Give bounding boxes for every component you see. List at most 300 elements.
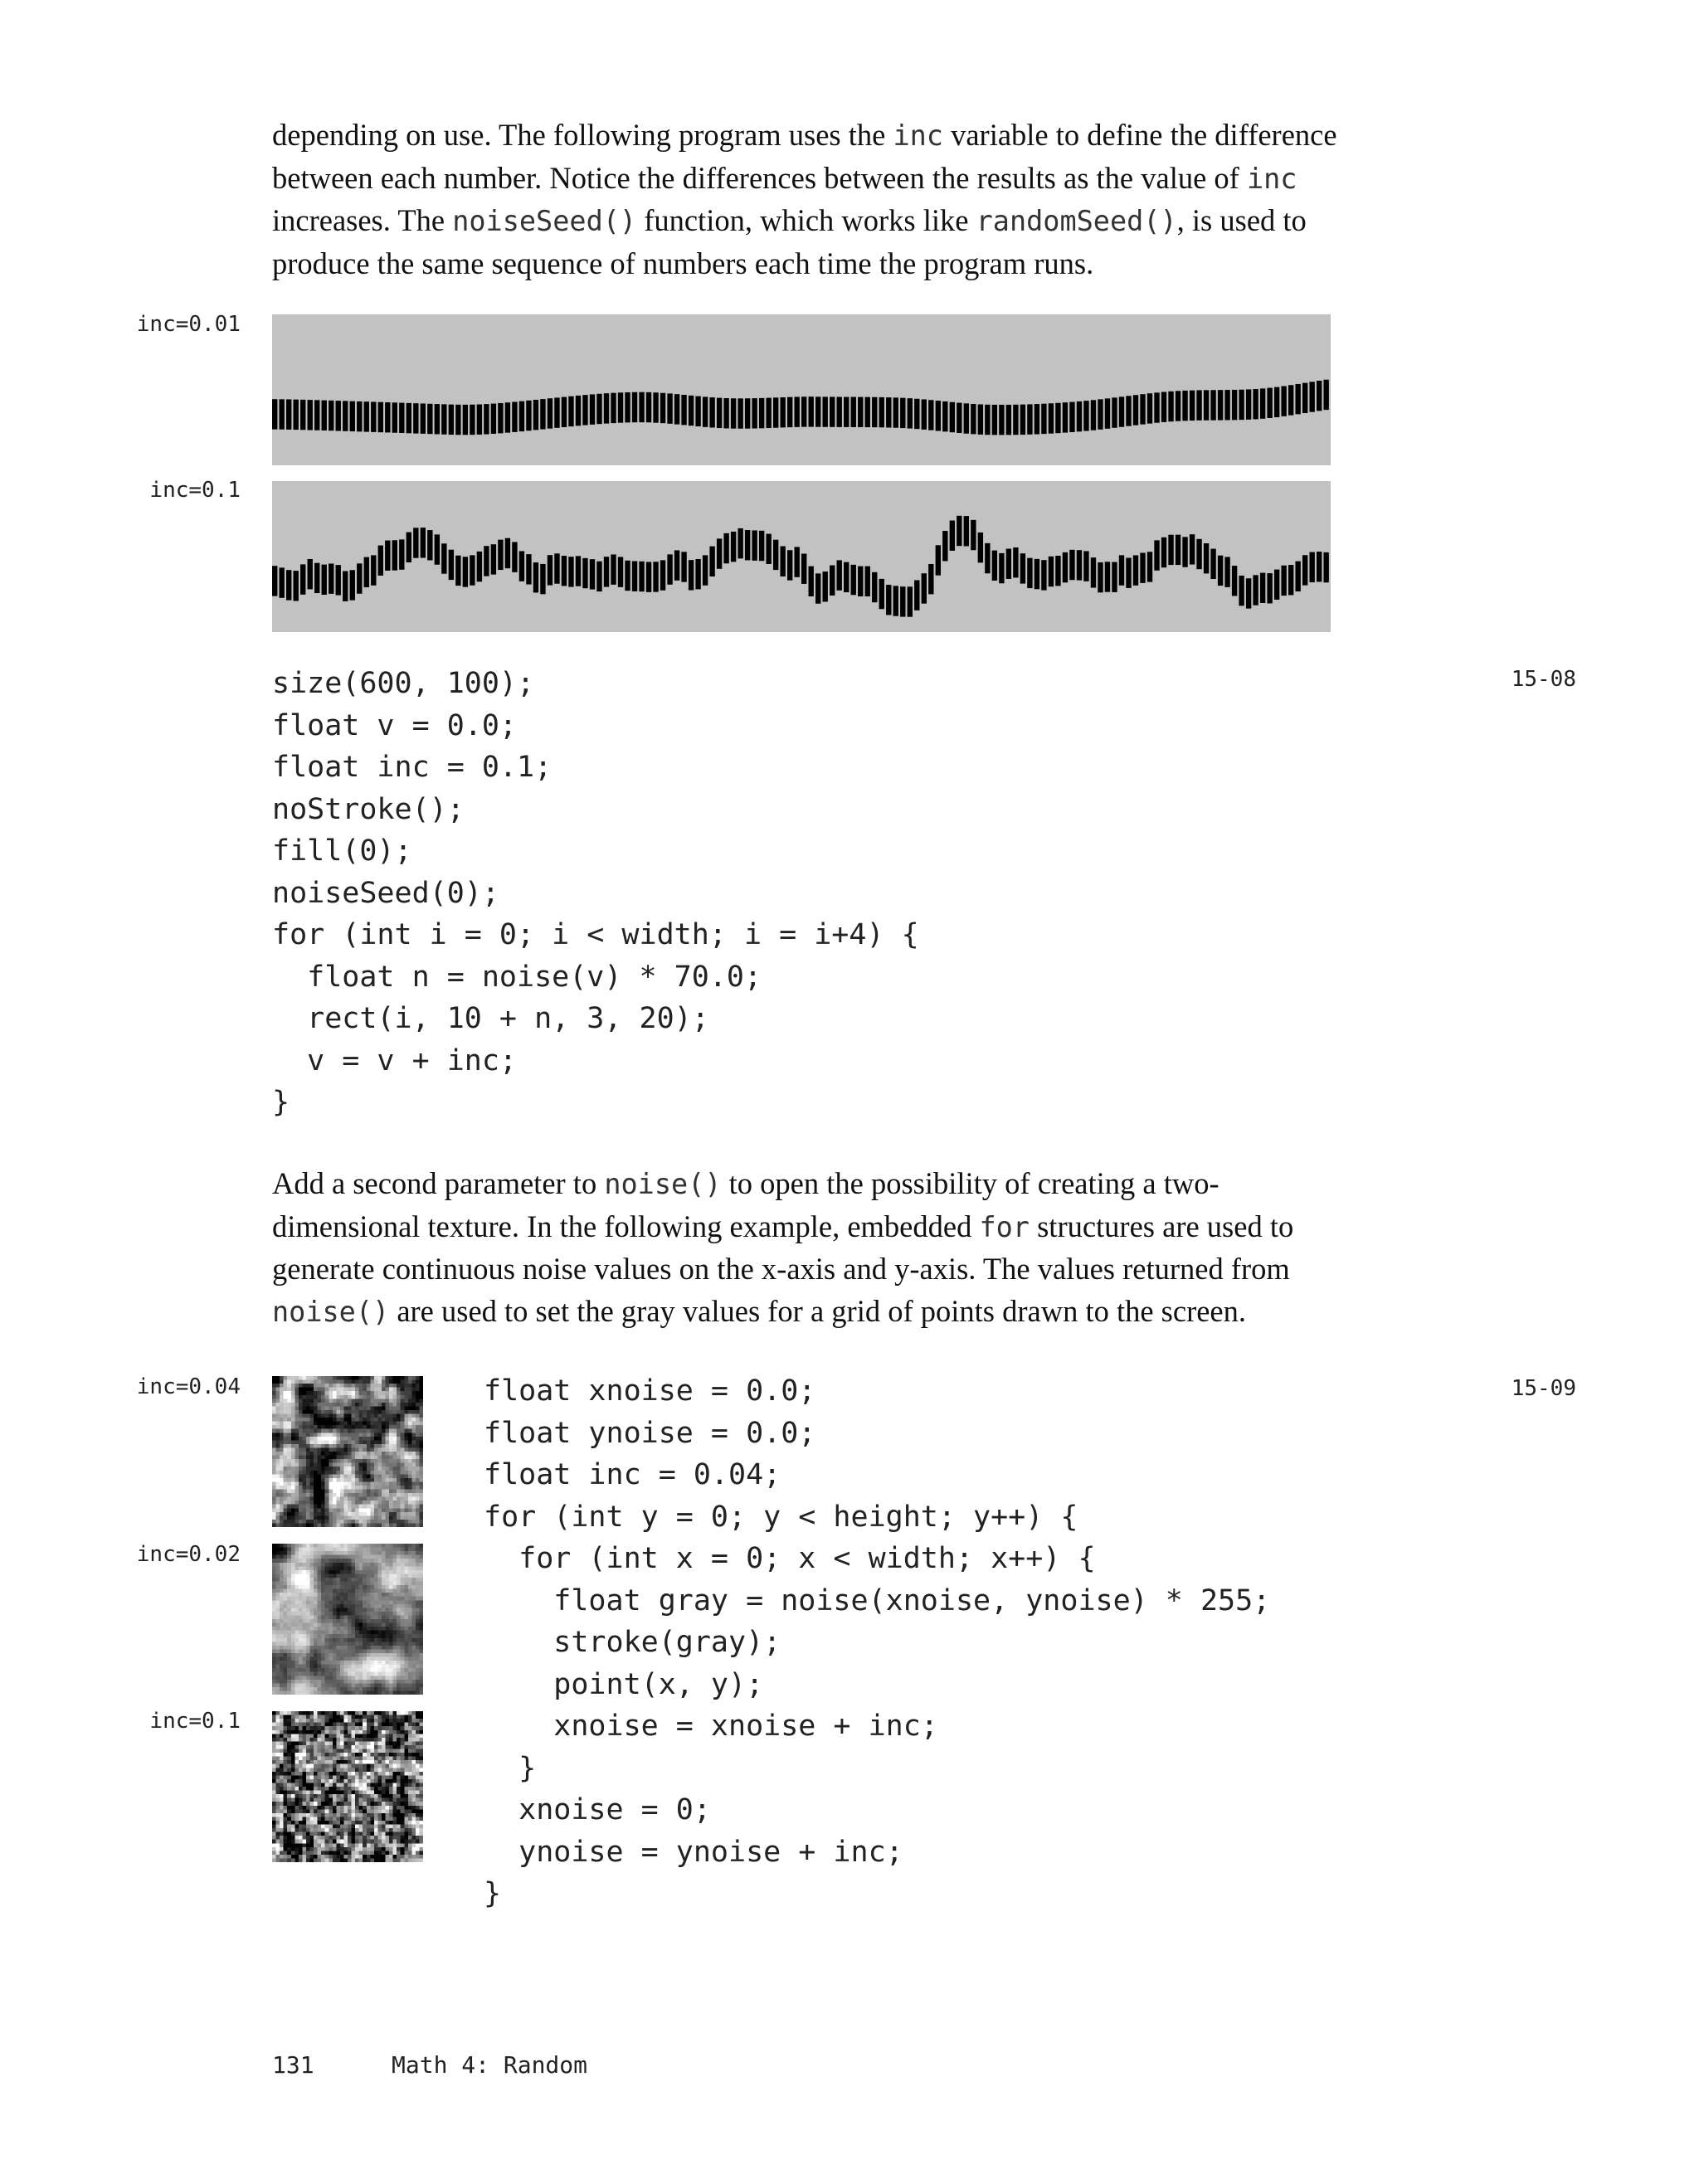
noise-bar (759, 531, 764, 561)
text-run: dimensional texture. In the following example, embedded (272, 1209, 980, 1243)
noise-bar (851, 397, 856, 427)
noise-bar (660, 393, 665, 423)
noise-bar (322, 565, 327, 595)
code-line: xnoise = xnoise + inc; (484, 1710, 938, 1743)
code-line: for (int y = 0; y < height; y++) { (484, 1500, 1078, 1534)
noise-bar (618, 557, 623, 586)
code-line: point(x, y); (484, 1667, 764, 1701)
noise-bar (908, 398, 913, 428)
noise-bar (441, 404, 446, 434)
noise-bar (357, 401, 362, 431)
noise-bar (505, 402, 510, 432)
noise-bar (780, 547, 785, 576)
noise-bar (738, 528, 742, 558)
noise-bar (540, 399, 545, 429)
noise-bar (1295, 562, 1300, 591)
noise-bar (787, 397, 792, 427)
noise-bar (1323, 552, 1328, 582)
noise-bar (435, 404, 440, 434)
noise-bar (477, 552, 482, 581)
code-line: for (int x = 0; x < width; x++) { (484, 1542, 1096, 1575)
noise-bar (858, 397, 863, 427)
noise-bar (830, 566, 835, 596)
noise-bar (858, 567, 863, 596)
text-run: structures are used to (1029, 1209, 1294, 1243)
inline-code: noise() (272, 1295, 390, 1328)
noise-bar (823, 396, 828, 426)
noise-bar (681, 552, 686, 581)
noise-texture-inc-004-image (272, 1376, 423, 1527)
text-run: increases. The (272, 203, 453, 237)
inline-code: noiseSeed() (452, 205, 637, 237)
noise-bar (745, 530, 750, 560)
noise-bar (286, 570, 291, 600)
noise-bar (1006, 549, 1011, 579)
noise-bar (604, 393, 609, 423)
code-line: float ynoise = 0.0; (484, 1416, 816, 1450)
noise-bar (498, 403, 503, 433)
noise-bar (618, 392, 623, 422)
noise-bar (596, 394, 601, 424)
noise-bar (435, 534, 440, 564)
noise-bar (1069, 550, 1074, 580)
noise-bar (294, 400, 299, 430)
text-run: produce the same sequence of numbers each time the program runs. (272, 246, 1094, 280)
noise-bar (950, 521, 955, 551)
text-line (272, 243, 1483, 285)
noise-bar (533, 400, 538, 430)
noise-bar (837, 396, 842, 426)
noise-bar (470, 555, 475, 585)
noise-bar (484, 404, 489, 434)
noise-bar (731, 398, 736, 428)
noise-bar (1126, 396, 1131, 426)
noise-bar (660, 560, 665, 590)
noise-texture-inc-002-image (272, 1544, 423, 1695)
noise-bar (865, 567, 870, 596)
noise-bar (928, 564, 933, 594)
noise-bar (942, 531, 947, 561)
noise-bar (385, 402, 390, 432)
noise-bar (491, 404, 496, 434)
text-line (272, 1163, 1483, 1206)
noise-bar (540, 564, 545, 594)
noise-bar (978, 533, 983, 562)
noise-bar (519, 551, 524, 581)
noise-bar (399, 539, 404, 569)
code-line: float inc = 0.1; (272, 751, 553, 784)
noise-bar (1218, 390, 1223, 420)
noise-bar (646, 392, 651, 422)
noise-bar (449, 405, 454, 435)
noise-bar (1027, 558, 1032, 588)
noise-bar (1267, 388, 1272, 418)
noise-bar (343, 571, 348, 601)
noise-bar (1274, 570, 1279, 600)
code-line: fill(0); (272, 834, 412, 868)
noise-bar (957, 403, 961, 433)
noise-bar (604, 557, 609, 586)
noise-bar (1119, 396, 1124, 426)
noise-bar (336, 401, 341, 430)
noise-bar (879, 397, 884, 427)
noise-bar (1239, 390, 1244, 420)
noise-bar (272, 399, 277, 429)
noise-bar (1112, 397, 1117, 427)
noise-strip-inc-01-bars (272, 481, 1331, 632)
noise-bar (823, 572, 828, 601)
noise-bar (590, 394, 595, 424)
noise-bar (773, 397, 778, 427)
code-line: size(600, 100); (272, 667, 535, 700)
noise-bar (314, 400, 319, 430)
noise-bar (1055, 556, 1060, 586)
noise-bar (371, 401, 376, 431)
noise-bar (837, 560, 842, 590)
text-run: generate continuous noise values on the x-axis and y-axis. The values returned from (272, 1252, 1290, 1286)
example-number-15-08: 15-08 (1511, 667, 1576, 692)
noise-bar (773, 540, 778, 570)
noise-bar (809, 396, 814, 426)
inline-code: randomSeed() (976, 205, 1177, 237)
noise-bar (942, 401, 947, 431)
noise-bar (1309, 382, 1314, 411)
noise-bar (1154, 392, 1159, 422)
code-example-15-09 (484, 1370, 1270, 1915)
noise-bar (667, 554, 672, 584)
noise-bar (1204, 543, 1209, 573)
noise-bar (936, 401, 941, 430)
noise-bar (709, 547, 714, 576)
noise-bar (1034, 404, 1039, 434)
noise-bar (280, 399, 285, 429)
text-line (272, 1206, 1483, 1249)
code-line: for (int i = 0; i < width; i = i+4) { (272, 918, 919, 951)
noise-bar (717, 538, 722, 568)
noise-bar (752, 398, 757, 428)
noise-bar (1288, 385, 1293, 415)
noise-bar (1098, 562, 1103, 592)
noise-bar (992, 551, 997, 581)
code-line: float n = noise(v) * 70.0; (272, 960, 762, 994)
noise-bar (1196, 390, 1201, 420)
noise-bar (689, 396, 694, 426)
noise-bar (971, 404, 976, 434)
noise-bar (1176, 535, 1181, 565)
noise-bar (1161, 537, 1166, 567)
noise-bar (505, 538, 510, 568)
noise-bar (554, 553, 559, 583)
texture-label-inc-004: inc=0.04 (136, 1374, 241, 1399)
noise-bar (985, 543, 990, 573)
noise-bar (815, 396, 820, 426)
noise-bar (441, 543, 446, 573)
noise-bar (350, 401, 355, 431)
noise-bar (526, 554, 531, 584)
inline-code: inc (1246, 162, 1297, 195)
noise-bar (1126, 558, 1131, 588)
noise-bar (1041, 560, 1046, 590)
noise-bar (427, 404, 432, 434)
noise-bar (1013, 547, 1018, 577)
noise-bar (1168, 392, 1173, 421)
noise-bar (322, 401, 327, 430)
noise-bar (421, 403, 426, 433)
noise-bar (766, 534, 771, 564)
noise-bar (893, 586, 898, 615)
noise-bar (1218, 556, 1223, 586)
text-line (272, 158, 1483, 201)
noise-bar (336, 565, 341, 595)
noise-bar (950, 402, 955, 432)
noise-bar (1196, 539, 1201, 569)
noise-bar (1091, 400, 1096, 430)
noise-bar (1041, 404, 1046, 434)
paragraph-intro (272, 114, 1483, 285)
noise-bar (554, 397, 559, 427)
noise-bar (590, 559, 595, 589)
noise-bar (1140, 394, 1145, 424)
noise-bar (936, 545, 941, 575)
noise-bar (992, 405, 997, 435)
noise-bar (272, 566, 277, 596)
noise-bar (703, 396, 708, 426)
noise-bar (865, 397, 870, 427)
noise-bar (1302, 555, 1307, 585)
noise-bar (830, 396, 835, 426)
code-line: noiseSeed(0); (272, 876, 499, 910)
noise-bar (371, 555, 376, 585)
noise-bar (568, 557, 573, 586)
noise-texture-inc-01-image (272, 1711, 423, 1862)
noise-bar (1133, 395, 1138, 425)
noise-bar (455, 405, 460, 435)
noise-bar (1027, 404, 1032, 434)
text-run: variable to define the difference (942, 118, 1337, 152)
noise-bar (1210, 390, 1215, 420)
noise-bar (582, 558, 587, 588)
noise-bar (922, 573, 927, 603)
noise-bar (1246, 578, 1251, 608)
noise-bar (1317, 552, 1322, 581)
noise-bar (1049, 557, 1054, 586)
noise-bar (286, 399, 291, 429)
code-line: } (484, 1751, 537, 1785)
noise-bar (1147, 552, 1152, 581)
noise-bar (378, 546, 383, 576)
noise-bar (999, 405, 1004, 435)
noise-bar (300, 564, 305, 594)
code-line: noStroke(); (272, 792, 465, 826)
noise-texture-inc-004 (272, 1376, 423, 1527)
noise-bar (1013, 405, 1018, 435)
code-line: float inc = 0.04; (484, 1458, 781, 1491)
noise-bar (357, 563, 362, 593)
noise-bar (1260, 388, 1265, 418)
text-line (272, 1248, 1483, 1291)
noise-bar (329, 401, 333, 430)
noise-bar (787, 550, 792, 580)
noise-bar (667, 393, 672, 423)
noise-bar (611, 554, 616, 584)
noise-bar (964, 403, 969, 433)
noise-bar (449, 550, 454, 580)
code-line: float gray = noise(xnoise, ynoise) * 255; (484, 1583, 1271, 1617)
noise-bar (1239, 576, 1244, 606)
texture-label-inc-002: inc=0.02 (136, 1542, 241, 1567)
noise-bar (1253, 389, 1258, 419)
noise-bar (801, 554, 806, 584)
noise-bar (689, 560, 694, 590)
noise-bar (498, 540, 503, 570)
noise-bar (1246, 389, 1251, 419)
noise-bar (886, 397, 891, 427)
noise-bar (512, 401, 517, 431)
noise-bar (900, 586, 905, 616)
noise-bar (1020, 553, 1025, 583)
noise-bar (364, 401, 369, 431)
noise-bar (463, 405, 468, 435)
inline-code: for (979, 1210, 1030, 1243)
noise-bar (999, 553, 1004, 583)
noise-bar (801, 396, 806, 426)
noise-bar (1281, 566, 1286, 596)
noise-bar (470, 405, 475, 435)
noise-bar (695, 396, 700, 426)
noise-bar (1112, 562, 1117, 592)
noise-bar (385, 541, 390, 571)
text-run: between each number. Notice the differences between the results as the value of (272, 160, 1247, 195)
noise-bar (596, 562, 601, 591)
noise-bar (794, 396, 799, 426)
noise-bar (695, 559, 700, 589)
code-line: } (484, 1877, 502, 1910)
noise-bar (406, 403, 411, 433)
inline-code: inc (893, 119, 943, 152)
code-line: ynoise = ynoise + inc; (484, 1835, 903, 1869)
noise-bar (1253, 575, 1258, 605)
noise-bar (1091, 557, 1096, 587)
noise-bar (922, 399, 927, 429)
noise-bar (632, 392, 637, 422)
noise-bar (964, 516, 969, 546)
noise-bar (632, 562, 637, 591)
noise-bar (759, 398, 764, 428)
code-line: float v = 0.0; (272, 708, 518, 742)
noise-bar (886, 585, 891, 615)
noise-bar (1190, 391, 1195, 421)
noise-bar (731, 532, 736, 562)
text-run: to open the possibility of creating a two- (721, 1166, 1219, 1200)
texture-label-inc-01: inc=0.1 (149, 1709, 241, 1734)
noise-bar (1077, 550, 1082, 580)
noise-bar (985, 405, 990, 435)
noise-bar (562, 397, 567, 427)
noise-bar (1267, 573, 1272, 603)
noise-bar (1083, 551, 1088, 581)
text-run: function, which works like (636, 203, 976, 237)
noise-bar (399, 403, 404, 433)
code-line: rect(i, 10 + n, 3, 20); (272, 1002, 709, 1035)
noise-bar (1140, 552, 1145, 582)
noise-bar (1006, 405, 1011, 435)
noise-bar (1302, 383, 1307, 413)
noise-bar (766, 398, 771, 428)
noise-bar (625, 561, 630, 591)
noise-bar (815, 573, 820, 603)
noise-bar (1069, 402, 1074, 432)
noise-bar (1105, 398, 1110, 428)
noise-bar (548, 398, 553, 428)
noise-bar (1176, 391, 1181, 421)
noise-bar (872, 397, 877, 427)
noise-bar (1309, 552, 1314, 582)
noise-bar (809, 567, 814, 596)
code-line: float xnoise = 0.0; (484, 1374, 816, 1408)
noise-bar (364, 557, 369, 587)
text-line (272, 1291, 1483, 1334)
text-line (272, 114, 1483, 158)
noise-bar (703, 555, 708, 585)
noise-bar (582, 395, 587, 425)
noise-bar (300, 400, 305, 430)
noise-bar (308, 559, 313, 589)
strip-label-inc-01: inc=0.1 (149, 478, 241, 503)
noise-bar (738, 398, 742, 428)
noise-bar (477, 405, 482, 435)
noise-bar (519, 401, 524, 431)
noise-bar (844, 562, 849, 592)
noise-texture-inc-01 (272, 1711, 423, 1862)
noise-bar (484, 546, 489, 576)
noise-bar (900, 398, 905, 428)
noise-bar (1323, 380, 1328, 410)
noise-bar (1288, 565, 1293, 595)
noise-bar (928, 400, 933, 430)
noise-bar (308, 400, 313, 430)
noise-bar (851, 565, 856, 595)
noise-bar (1274, 387, 1279, 417)
code-example-15-08 (272, 663, 919, 1124)
noise-bar (1020, 405, 1025, 435)
noise-bar (914, 399, 919, 429)
text-run: , is used to (1176, 203, 1307, 237)
noise-bar (1119, 555, 1124, 585)
noise-bar (1260, 573, 1265, 603)
noise-bar (1063, 552, 1068, 582)
noise-bar (794, 547, 799, 576)
text-run: Add a second parameter to (272, 1166, 605, 1200)
noise-bar (1105, 562, 1110, 591)
inline-code: noise() (604, 1168, 722, 1200)
noise-strip-inc-01 (272, 481, 1331, 632)
noise-bar (491, 544, 496, 574)
noise-bar (314, 563, 319, 593)
noise-bar (526, 401, 531, 430)
noise-bar (723, 398, 728, 428)
noise-bar (576, 556, 581, 586)
noise-bar (1161, 392, 1166, 421)
noise-bar (1224, 390, 1229, 420)
noise-bar (1232, 566, 1237, 596)
noise-bar (914, 580, 919, 610)
noise-bar (548, 555, 553, 585)
noise-bar (709, 397, 714, 427)
noise-bar (674, 550, 679, 580)
noise-bar (378, 402, 383, 432)
noise-bar (413, 528, 418, 557)
noise-bar (971, 520, 976, 550)
